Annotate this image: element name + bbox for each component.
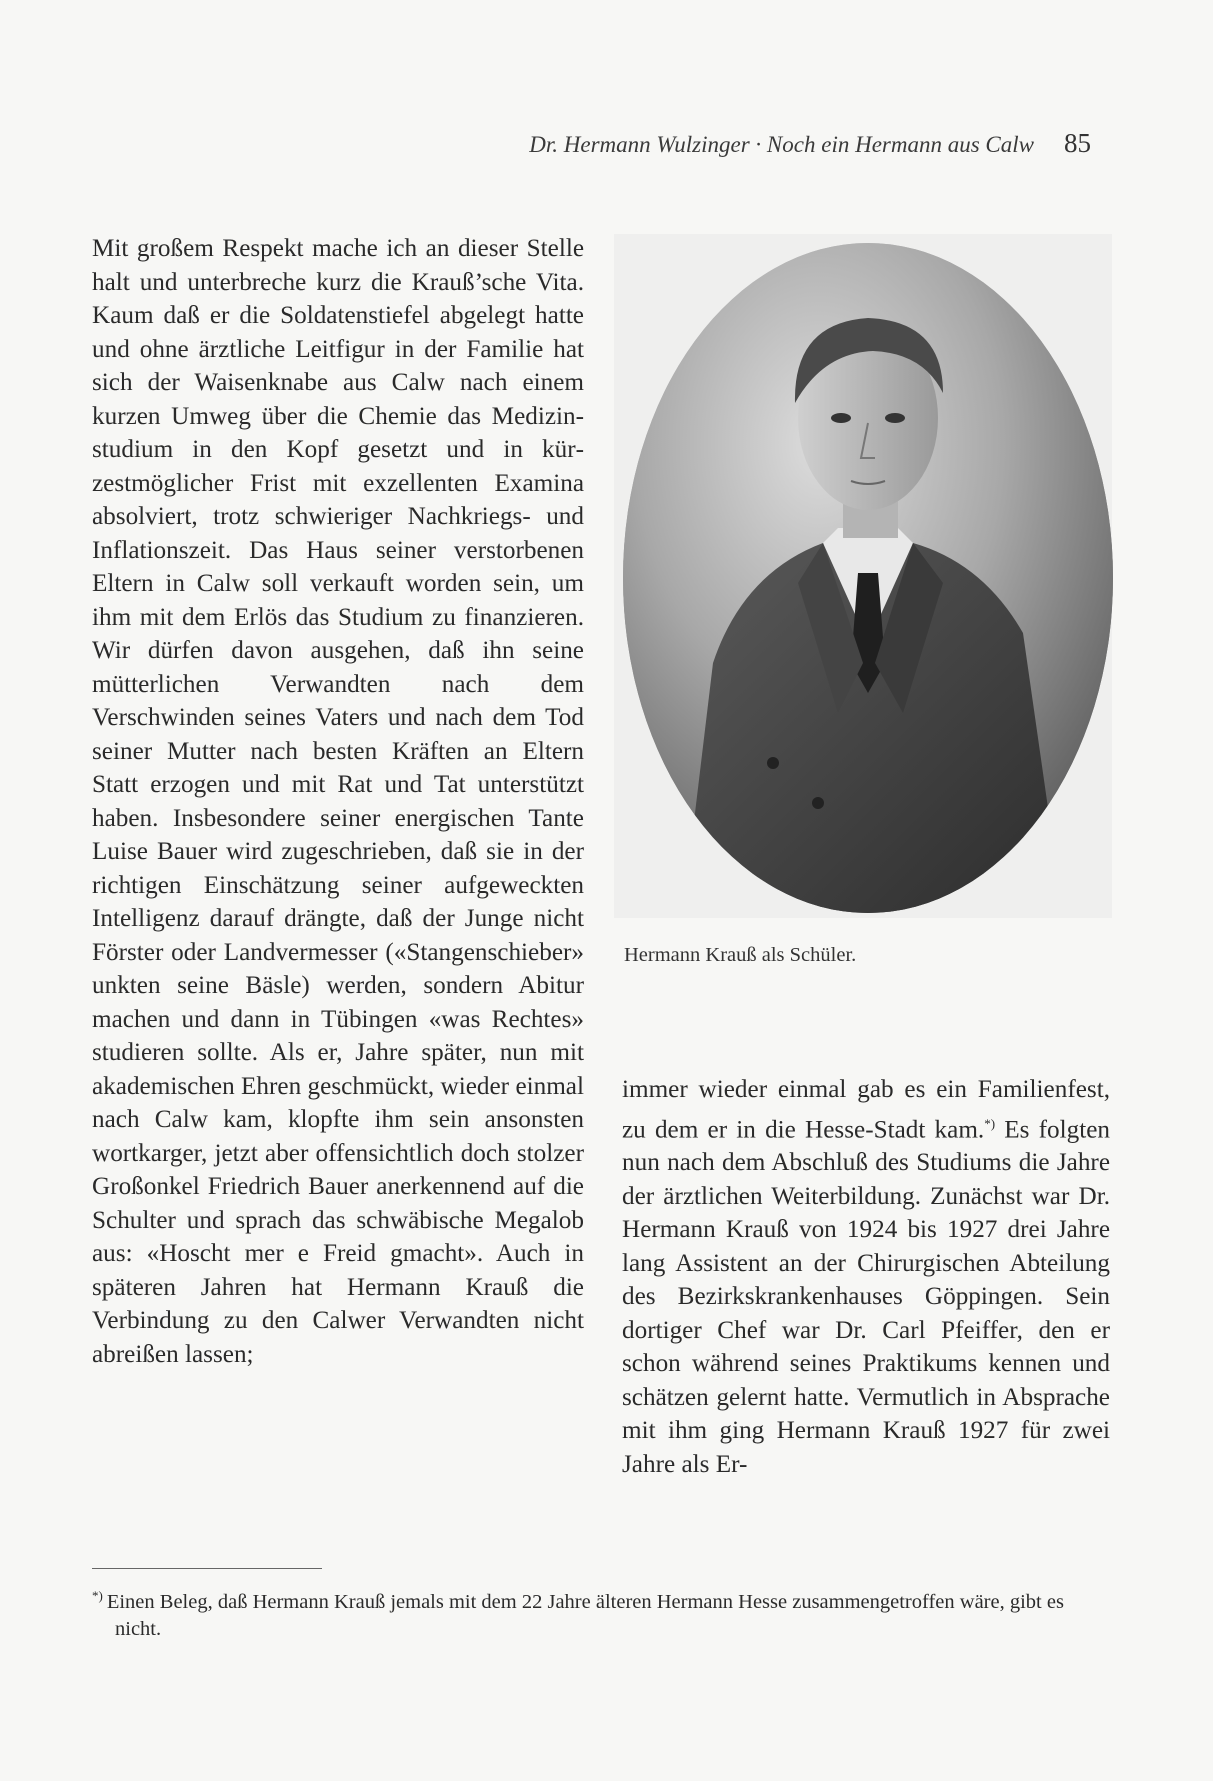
header-title: Dr. Hermann Wulzinger · Noch ein Hermann aus Calw: [529, 132, 1034, 157]
footnote-mark: *): [92, 1588, 103, 1603]
page-number: 85: [1064, 128, 1091, 158]
footnote-line: [92, 1582, 1112, 1643]
portrait-illustration: [623, 243, 1113, 913]
footnote-reference[interactable]: *): [984, 1115, 996, 1131]
right-column-text: [622, 1073, 1110, 1481]
photo-caption: Hermann Krauß als Schüler.: [624, 944, 857, 966]
right-column-text-part1: immer wieder einmal gab es ein Familienfest, zu dem er in die Hesse-Stadt kam.: [622, 1076, 1110, 1143]
portrait-photo: [623, 243, 1113, 913]
footnote: [92, 1582, 1112, 1643]
footnote-divider: [92, 1568, 322, 1569]
footnote-text: Einen Beleg, daß Hermann Krauß jemals mit dem 22 Jahre älteren Hermann Hesse zusammengetroffen wäre, gibt es nicht.: [106, 1590, 1064, 1640]
left-column-text: Mit großem Respekt mache ich an dieser Stelle halt und unterbreche kurz die Krauß’sche Vita. Kaum daß er die Soldatenstiefel abgelegt hatte und ohne ärztliche Leitfigur in der Familie hat sich der Waisenknabe aus Calw nach einem kurzen Umweg über die Chemie das Medizinstudium in den Kopf gesetzt und in kürzestmöglicher Frist mit exzellenten Examina absolviert, trotz schwieriger Nachkriegs- und Inflationszeit. Das Haus seiner verstorbenen Eltern in Calw soll verkauft worden sein, um ihm mit dem Erlös das Studium zu finanzieren. Wir dürfen davon ausgehen, daß ihn seine mütterlichen Verwandten nach dem Verschwinden seines Vaters und nach dem Tod seiner Mutter nach besten Kräften an Eltern Statt erzogen und mit Rat und Tat unterstützt haben. Insbesondere seiner energischen Tante Luise Bauer wird zugeschrieben, daß sie in der richtigen Einschätzung seiner aufgeweckten Intelligenz darauf drängte, daß der Junge nicht Förster oder Landvermesser («Stangenschieber» unkten seine Bäsle) werden, sondern Abitur machen und dann in Tübingen «was Rechtes» studieren sollte. Als er, Jahre später, nun mit akademischen Ehren geschmückt, wieder einmal nach Calw kam, klopfte ihm sein ansonsten wortkarger, jetzt aber offensichtlich doch stolzer Großonkel Friedrich Bauer anerkennend auf die Schulter und sprach das schwäbische Megalob aus: «Hoscht mer e Freid gmacht». Auch in späteren Jahren hat Hermann Krauß die Verbindung zu den Calwer Verwandten nicht abreißen lassen;: [92, 235, 584, 1368]
running-header: [92, 128, 1091, 159]
right-column-text-part2: Es folgten nun nach dem Abschluß des Studiums die Jahre der ärztlichen Weiterbildung. Zunächst war Dr. Hermann Krauß von 1924 bis 1927 drei Jahre lang Assistent an der Chirurgischen Abteilung des Bezirkskrankenhauses Göppingen. Sein dortiger Chef war Dr. Carl Pfeiffer, den er schon während seines Praktikums kennen und schätzen gelernt hatte. Vermutlich in Absprache mit ihm ging Hermann Krauß 1927 für zwei Jahre als Er-: [622, 1115, 1110, 1478]
